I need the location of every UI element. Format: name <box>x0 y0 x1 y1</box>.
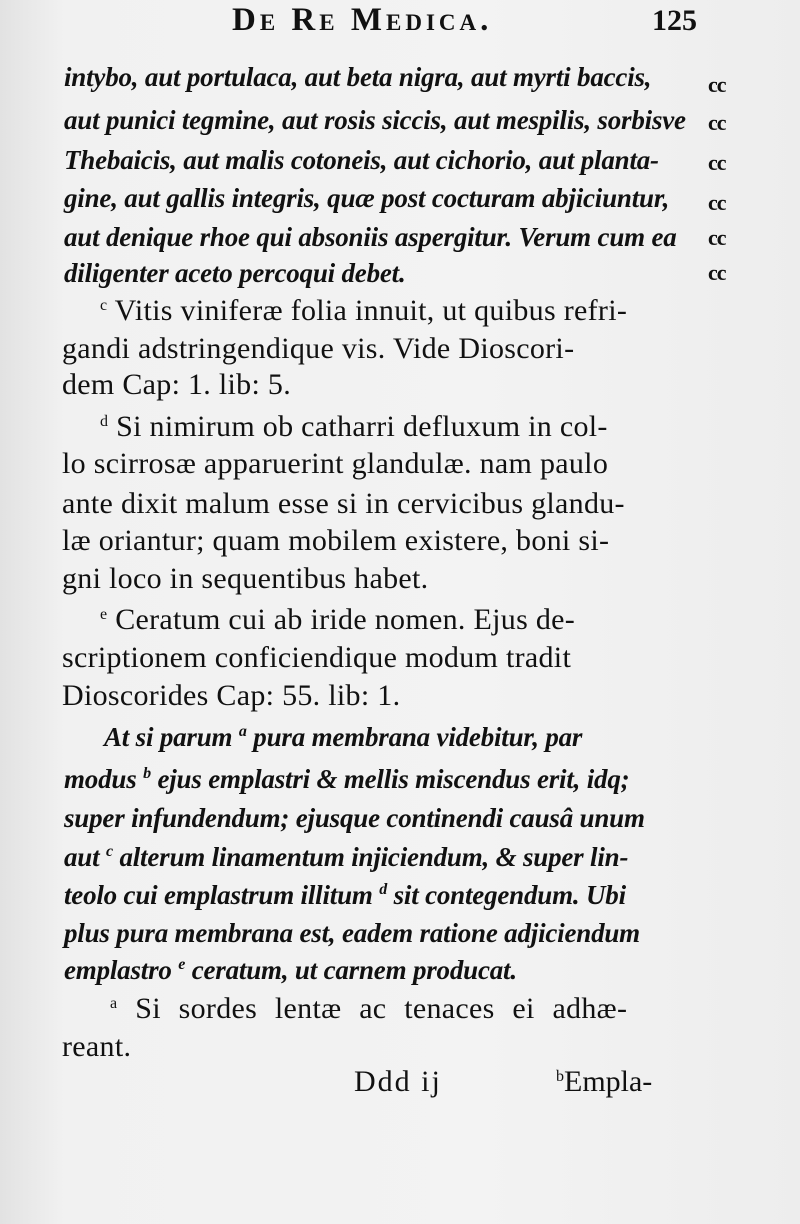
running-header <box>0 2 800 54</box>
note-marker: b <box>556 1068 564 1085</box>
text-line: emplastro $^e$ ceratum, ut carnem producat. <box>64 955 517 985</box>
text-line: lo scirrosæ apparuerint glandulæ. nam paulo <box>62 447 609 480</box>
text-line: aut $^c$ alterum linamentum injiciendum, & super lin- <box>64 842 629 872</box>
text-line: diligenter aceto percoqui debet. <box>64 258 406 288</box>
text-line: plus pura membrana est, eadem ratione adjiciendum <box>64 918 640 948</box>
note-marker: e <box>100 606 108 623</box>
quotation-mark: cc <box>708 225 726 250</box>
text-line: super infundendum; ejusque continendi causâ unum <box>64 803 645 833</box>
quotation-mark: cc <box>708 150 726 175</box>
text-line: aut denique rhoe qui absoniis aspergitur. Verum cum ea <box>64 222 677 252</box>
text-line: Si nimirum ob catharri defluxum in col- <box>116 410 608 443</box>
text-line: Dioscorides Cap: 55. lib: 1. <box>62 679 401 712</box>
quotation-mark: cc <box>708 190 726 215</box>
page-number: 125 <box>652 4 697 37</box>
note-reference: e <box>178 956 186 973</box>
text-line: gine, aut gallis integris, quæ post cocturam abjiciuntur, <box>64 183 670 213</box>
quotation-mark: cc <box>708 260 726 285</box>
text-line: Vitis viniferæ folia innuit, ut quibus refri- <box>114 294 628 327</box>
running-title: De Re Medica. <box>232 2 493 38</box>
note-marker: c <box>100 297 108 314</box>
note-reference: c <box>105 843 113 860</box>
text-line: teolo cui emplastrum illitum $^d$ sit contegendum. Ubi <box>64 880 626 910</box>
note-marker: a <box>110 995 118 1012</box>
text-line: modus $^b$ ejus emplastri & mellis miscendus erit, idq; <box>64 764 630 794</box>
note-marker: d <box>100 413 109 430</box>
note-reference: b <box>143 765 151 782</box>
text-line: gni loco in sequentibus habet. <box>62 562 429 595</box>
text-line: gandi adstringendique vis. Vide Dioscori- <box>62 332 575 365</box>
quotation-mark: cc <box>708 72 726 97</box>
text-line: læ oriantur; quam mobilem existere, boni si- <box>62 524 610 557</box>
quotation-mark: cc <box>708 110 726 135</box>
text-line: ante dixit malum esse si in cervicibus glandu- <box>62 487 625 520</box>
text-line: scriptionem conficiendique modum tradit <box>62 641 572 674</box>
text-line: Si sordes lentæ ac tenaces ei adhæ- <box>135 992 628 1025</box>
text-line: reant. <box>62 1030 132 1063</box>
note-reference: d <box>379 881 388 898</box>
text-line: At si parum $^a$ pura membrana videbitur, par <box>104 722 583 752</box>
text-line: dem Cap: 1. lib: 5. <box>62 368 292 401</box>
text-line: aut punici tegmine, aut rosis siccis, aut mespilis, sorbisve <box>64 105 686 135</box>
text-line: intybo, aut portulaca, aut beta nigra, aut myrti baccis, <box>64 62 652 92</box>
signature-mark: Ddd ij <box>354 1065 442 1098</box>
text-line: Thebaicis, aut malis cotoneis, aut cichorio, aut planta- <box>64 145 659 175</box>
catchword: $^b$Empla- <box>556 1065 653 1098</box>
text-line: Ceratum cui ab iride nomen. Ejus de- <box>115 603 576 636</box>
note-reference: a <box>238 723 247 740</box>
